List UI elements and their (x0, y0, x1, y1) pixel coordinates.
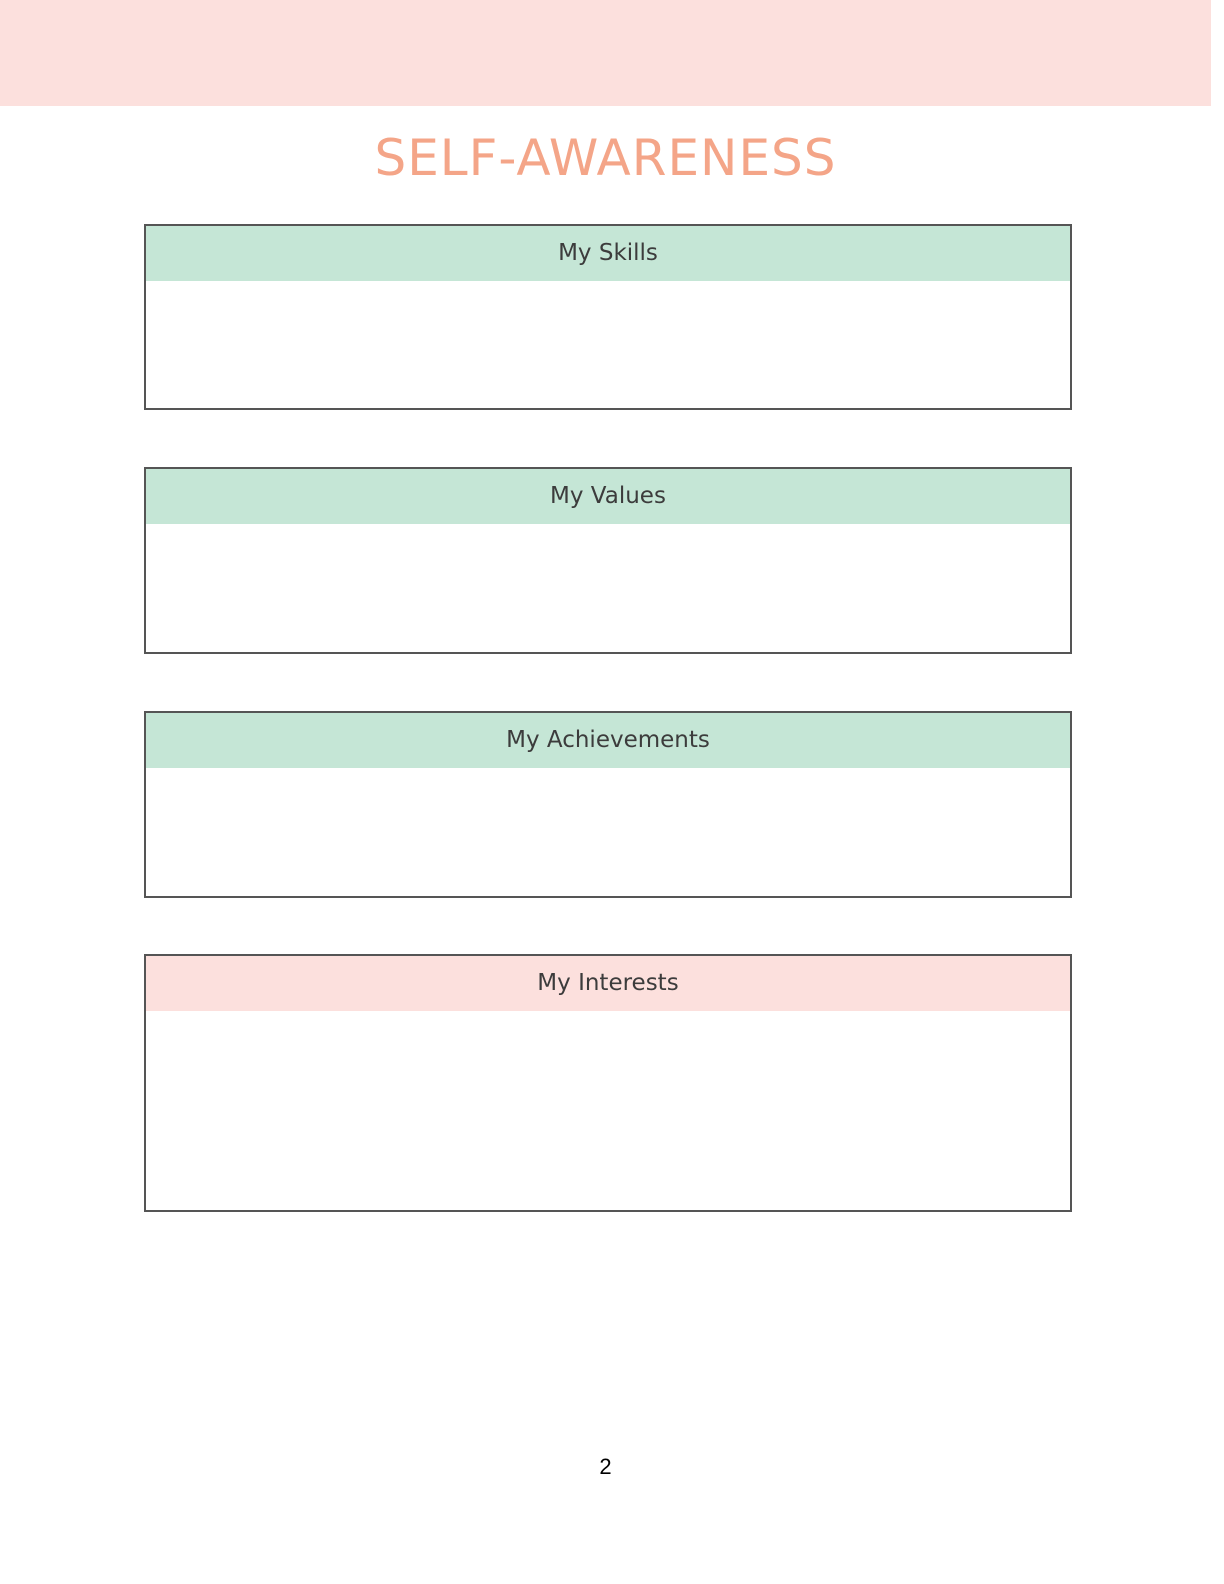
page-number: 2 (599, 1454, 612, 1479)
achievements-writing-area[interactable] (146, 768, 1070, 896)
section-my-skills (144, 224, 1072, 410)
interests-writing-area[interactable] (146, 1011, 1070, 1210)
section-header: My Interests (146, 956, 1070, 1011)
top-decorative-band (0, 0, 1211, 106)
section-my-values (144, 467, 1072, 654)
page-title: SELF-AWARENESS (374, 129, 837, 187)
section-header: My Achievements (146, 713, 1070, 768)
section-header: My Skills (146, 226, 1070, 281)
skills-writing-area[interactable] (146, 281, 1070, 408)
section-header: My Values (146, 469, 1070, 524)
values-writing-area[interactable] (146, 524, 1070, 652)
section-my-interests (144, 954, 1072, 1212)
section-my-achievements (144, 711, 1072, 898)
